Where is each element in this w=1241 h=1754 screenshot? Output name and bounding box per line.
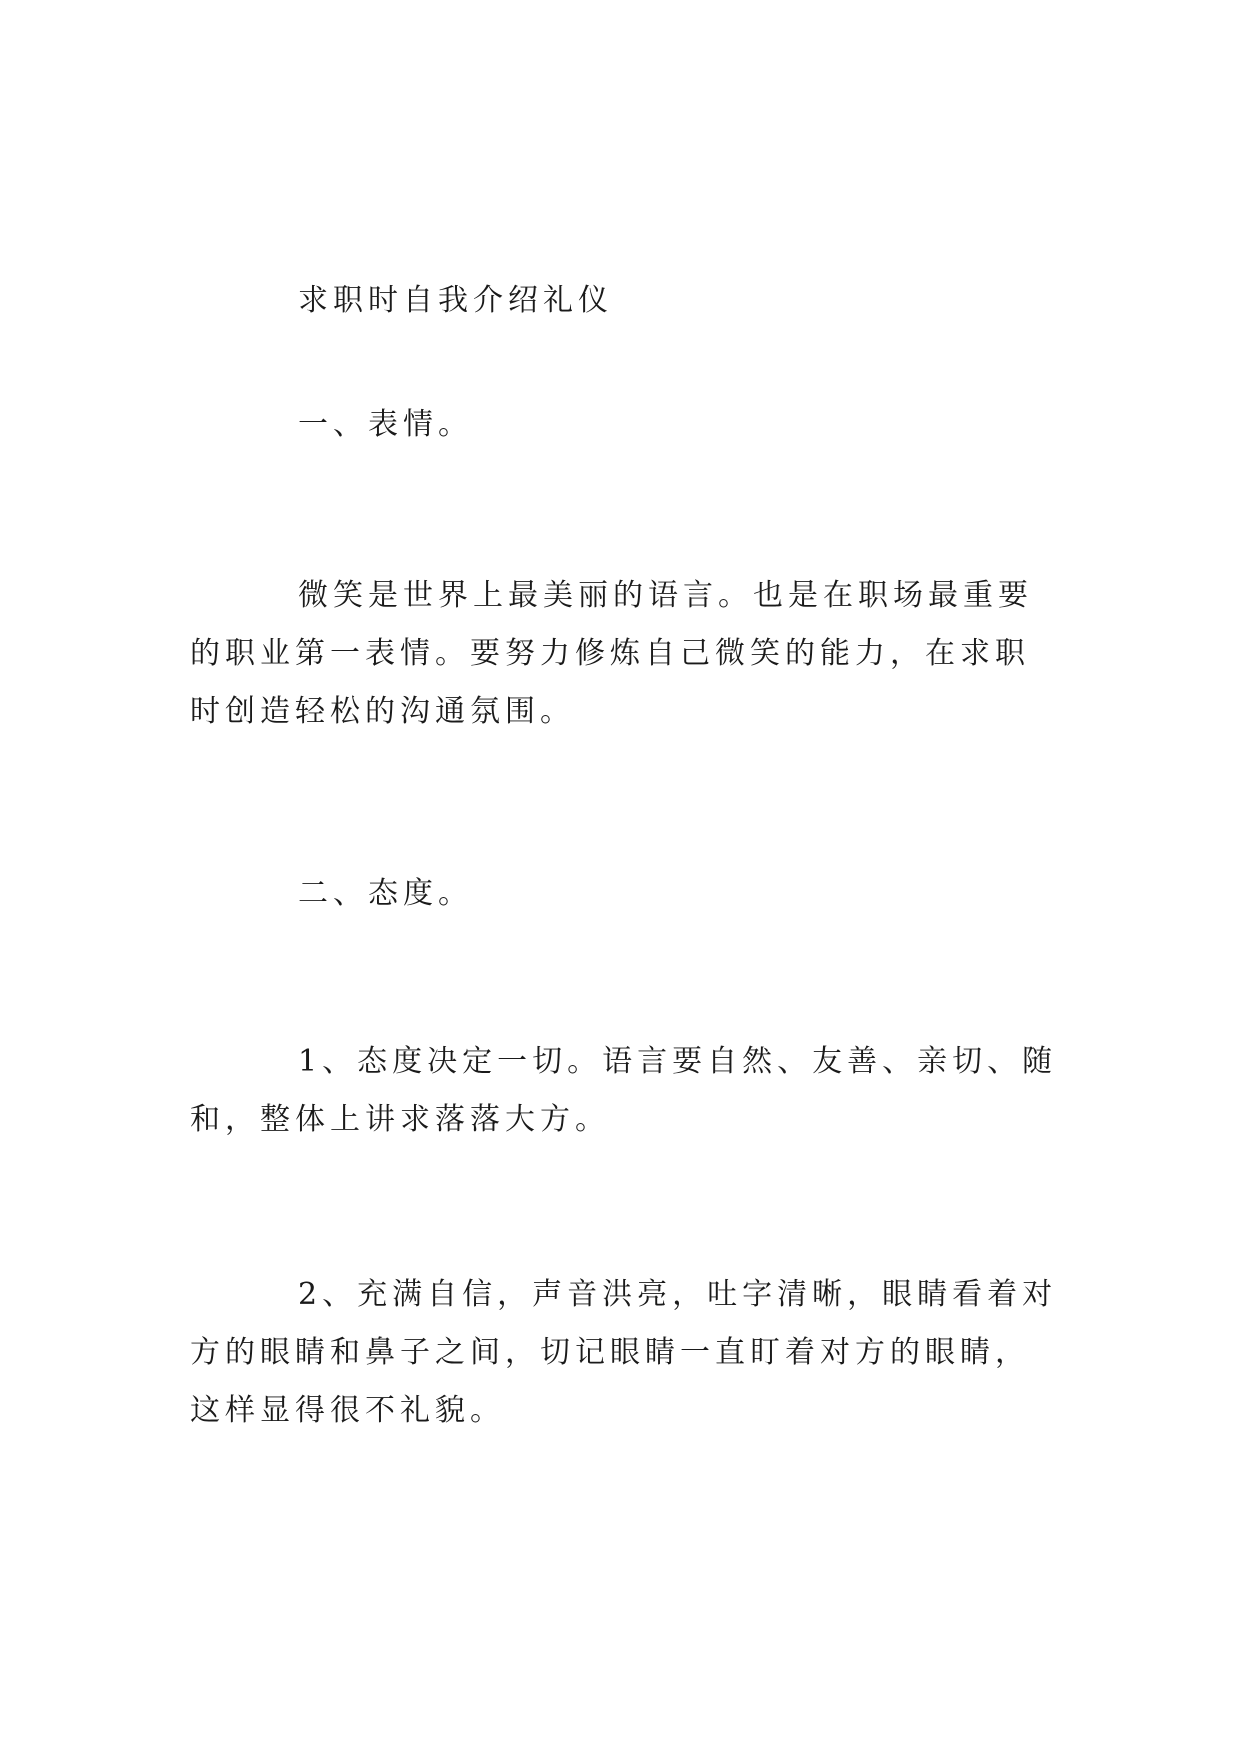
- paragraph-attitude-2: 2、充满自信，声音洪亮，吐字清晰，眼睛看着对方的眼睛和鼻子之间，切记眼睛一直盯着对方的眼睛，这样显得很不礼貌。: [190, 1277, 1058, 1428]
- paragraph-smile: 微笑是世界上最美丽的语言。也是在职场最重要的职业第一表情。要努力修炼自己微笑的能力，在求职时创造轻松的沟通氛围。: [190, 578, 1033, 729]
- section-heading-attitude: 二、态度。: [298, 876, 473, 911]
- paragraph-attitude-1: 1、态度决定一切。语言要自然、友善、亲切、随和，整体上讲求落落大方。: [190, 1044, 1058, 1137]
- document-title: 求职时自我介绍礼仪: [298, 283, 613, 318]
- section-heading-expression: 一、表情。: [298, 407, 473, 442]
